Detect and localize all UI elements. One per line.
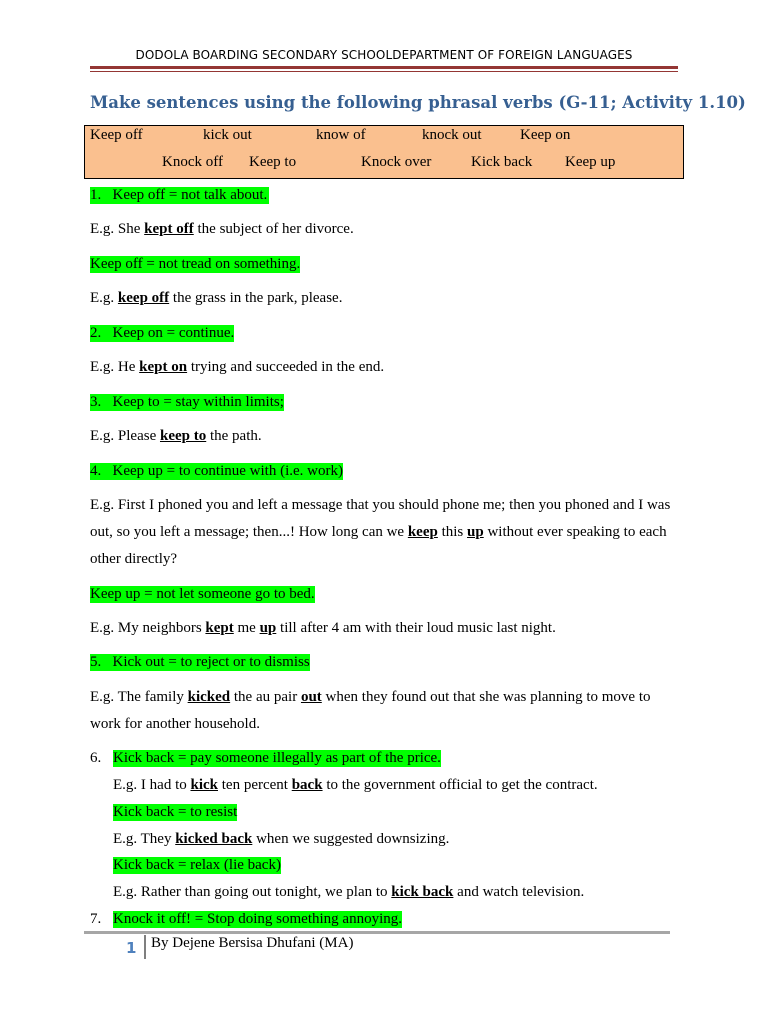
item-number: 7. (90, 911, 102, 927)
definition-1 (90, 187, 269, 204)
verb-keep-up: Keep up (565, 154, 616, 170)
definition-3 (90, 394, 284, 411)
example-1: E.g. She kept off the subject of her divorce. (90, 221, 354, 237)
footer-divider (144, 935, 146, 959)
item-number: 2. (90, 325, 102, 341)
phrasal-verbs-box (84, 125, 684, 179)
phrasal-verb-emphasis: kick back (391, 884, 454, 900)
phrasal-verb-emphasis: up (259, 620, 277, 636)
definition-text: Keep on = continue. (112, 325, 235, 341)
example-6b: E.g. They kicked back when we suggested downsizing. (113, 831, 450, 847)
phrasal-verb-emphasis: keep (407, 524, 438, 540)
phrasal-verb-emphasis: kept on (139, 359, 188, 375)
phrasal-verb-emphasis: back (291, 777, 323, 793)
item-number: 5. (90, 654, 102, 670)
example-4: E.g. First I phoned you and left a message that you should phone me; then you phoned and I was out, so you left a message; then...! How long can we keep this up without ever speaking to each other directly? (90, 497, 671, 567)
header-rule-thin (90, 71, 678, 72)
phrasal-verb-emphasis: up (467, 524, 484, 540)
definition-4b: Keep up = not let someone go to bed. (90, 586, 315, 602)
item-number: 3. (90, 394, 102, 410)
definition-text: Kick out = to reject or to dismiss (112, 654, 310, 670)
definition-6: Kick back = pay someone illegally as part of the price. (113, 750, 441, 766)
verb-kick-out: kick out (203, 127, 252, 143)
verb-keep-on: Keep on (520, 127, 571, 143)
verb-knock-out: knock out (422, 127, 482, 143)
verb-kick-back: Kick back (471, 154, 533, 170)
phrasal-verb-emphasis: kicked (187, 689, 231, 705)
example-6c: E.g. Rather than going out tonight, we plan to kick back and watch television. (113, 884, 585, 900)
definition-1b: Keep off = not tread on something. (90, 256, 301, 272)
item-number: 6. (90, 750, 102, 766)
page-number: 1 (126, 939, 137, 957)
definition-2 (90, 325, 234, 342)
page-title: Make sentences using the following phrasal verbs (G-11; Activity 1.10) (90, 93, 746, 112)
verb-knock-over: Knock over (361, 154, 432, 170)
example-4b: E.g. My neighbors kept me up till after 4 am with their loud music last night. (90, 620, 556, 636)
example-2: E.g. He kept on trying and succeeded in the end. (90, 359, 385, 375)
definition-text: Keep off = not talk about. (112, 187, 268, 203)
example-1b: E.g. keep off the grass in the park, please. (90, 290, 343, 306)
verb-knock-off: Knock off (162, 154, 223, 170)
example-3: E.g. Please keep to the path. (90, 428, 262, 444)
definition-6c: Kick back = relax (lie back) (113, 857, 281, 873)
footer-author: By Dejene Bersisa Dhufani (MA) (151, 935, 354, 951)
definition-text: Keep to = stay within limits; (112, 394, 284, 410)
phrasal-verb-emphasis: out (300, 689, 322, 705)
phrasal-verb-emphasis: keep off (117, 290, 170, 306)
item-number: 4. (90, 463, 102, 479)
header-rule-thick (90, 66, 678, 69)
example-6: E.g. I had to kick ten percent back to the government official to get the contract. (113, 777, 598, 793)
definition-text: Keep up = to continue with (i.e. work) (112, 463, 343, 479)
verb-keep-to: Keep to (249, 154, 297, 170)
definition-5 (90, 654, 310, 671)
example-5: E.g. The family kicked the au pair out when they found out that she was planning to move to work for another household. (90, 689, 651, 732)
phrasal-verb-emphasis: kick (190, 777, 218, 793)
phrasal-verb-emphasis: kicked back (175, 831, 253, 847)
definition-6b: Kick back = to resist (113, 804, 238, 820)
verb-keep-off: Keep off (90, 127, 143, 143)
phrasal-verb-emphasis: keep to (159, 428, 207, 444)
phrasal-verb-emphasis: kept off (144, 221, 194, 237)
phrasal-verb-emphasis: kept (205, 620, 234, 636)
document-header: DODOLA BOARDING SECONDARY SCHOOLDEPARTMENT OF FOREIGN LANGUAGES (135, 48, 633, 62)
definition-7: Knock it off! = Stop doing something annoying. (113, 911, 402, 927)
footer-rule (84, 931, 670, 934)
item-number: 1. (90, 187, 102, 203)
verb-know-of: know of (316, 127, 366, 143)
definition-4 (90, 463, 343, 480)
